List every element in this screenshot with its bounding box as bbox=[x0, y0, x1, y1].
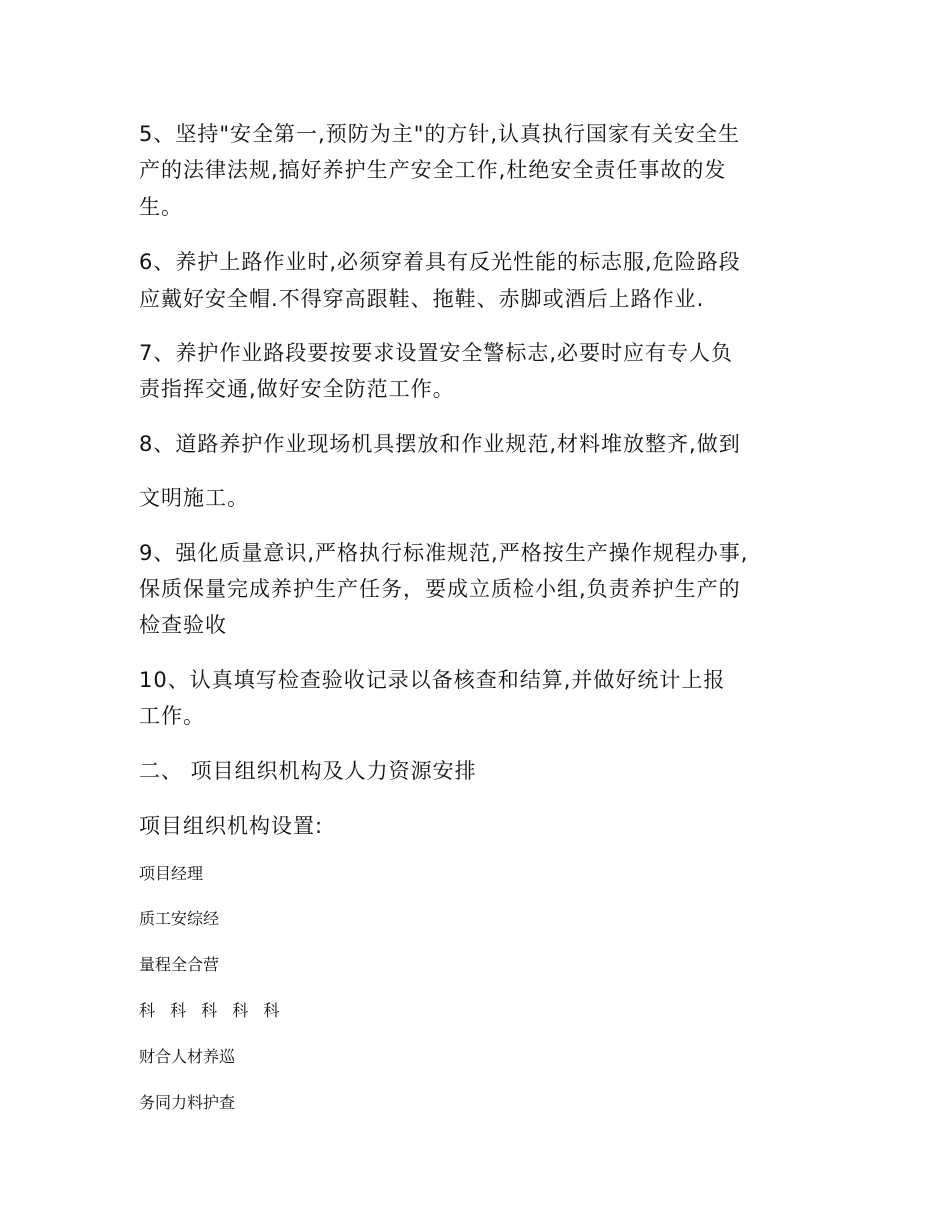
item-5-line-2: 产的法律法规,搞好养护生产安全工作,杜绝安全责任事故的发 bbox=[139, 158, 727, 182]
item-7-line-1: 7、养护作业路段要按要求设置安全警标志,必要时应有专人负 bbox=[139, 341, 734, 365]
item-6-line-2: 应戴好安全帽.不得穿高跟鞋、拖鞋、赤脚或酒后上路作业. bbox=[139, 287, 705, 311]
item-6-line-1: 6、养护上路作业时,必须穿着具有反光性能的标志服,危险路段 bbox=[139, 250, 741, 274]
item-9-line-1: 9、强化质量意识,严格执行标准规范,严格按生产操作规程办事, bbox=[139, 541, 749, 565]
org-row: 质工安综经 bbox=[139, 909, 220, 928]
item-8-line-1: 8、道路养护作业现场机具摆放和作业规范,材料堆放整齐,做到 bbox=[139, 432, 741, 456]
org-row: 财合人材养巡 bbox=[139, 1047, 236, 1066]
item-10-line-1: 10、认真填写检查验收记录以备核查和结算,并做好统计上报 bbox=[139, 668, 726, 692]
item-5-line-3: 生。 bbox=[139, 195, 183, 219]
org-row: 务同力料护查 bbox=[139, 1093, 236, 1112]
item-9-line-2: 保质保量完成养护生产任务，要成立质检小组,负责养护生产的 bbox=[139, 577, 741, 601]
section-heading: 二、 项目组织机构及人力资源安排 bbox=[139, 759, 477, 783]
org-row: 项目经理 bbox=[139, 864, 204, 883]
org-row: 科 科 科 科 科 bbox=[139, 1001, 285, 1020]
org-row: 量程全合营 bbox=[139, 955, 220, 974]
org-title: 项目组织机构设置: bbox=[139, 814, 324, 838]
item-5-line-1: 5、坚持"安全第一,预防为主"的方针,认真执行国家有关安全生 bbox=[139, 122, 741, 146]
item-7-line-2: 责指挥交通,做好安全防范工作。 bbox=[139, 377, 455, 401]
item-10-line-2: 工作。 bbox=[139, 704, 205, 728]
item-8-line-2: 文明施工。 bbox=[139, 486, 249, 510]
item-9-line-3: 检查验收 bbox=[139, 613, 227, 637]
